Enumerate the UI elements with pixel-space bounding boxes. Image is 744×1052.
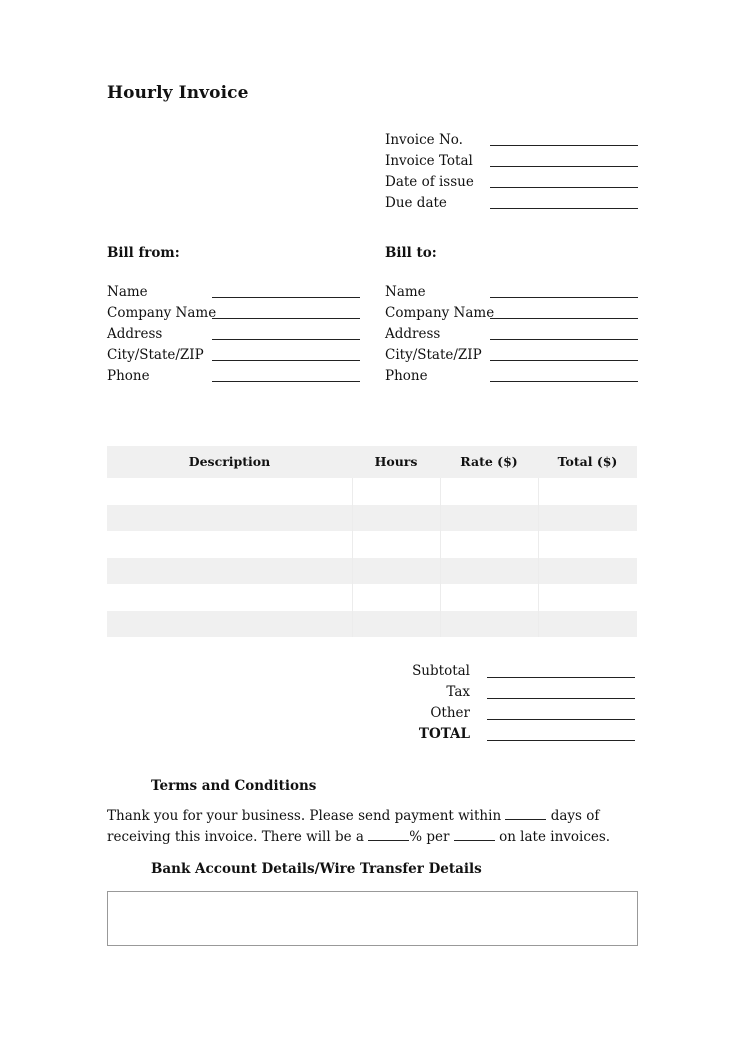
invoice-no-field[interactable] (490, 145, 638, 146)
table-row[interactable] (107, 531, 637, 558)
bill-to-name-field[interactable] (490, 297, 638, 298)
column-divider (440, 478, 441, 637)
bill-from-company-row (107, 303, 360, 324)
bill-from-city-field[interactable] (212, 360, 360, 361)
due-date-field[interactable] (490, 208, 638, 209)
terms-text-part4: on late invoices. (499, 829, 611, 845)
column-divider (352, 478, 353, 637)
table-header (107, 446, 637, 478)
bill-from-address-label: Address (107, 326, 163, 342)
page-title: Hourly Invoice (107, 83, 249, 103)
subtotal-row (380, 661, 635, 682)
date-of-issue-row (385, 172, 638, 193)
bill-to-city-field[interactable] (490, 360, 638, 361)
header-total: Total ($) (557, 454, 618, 469)
tax-field[interactable] (487, 698, 635, 699)
tax-label: Tax (446, 684, 470, 700)
late-fee-percent-blank[interactable] (368, 827, 409, 841)
line-items-table (107, 446, 637, 637)
bill-to-city-row (385, 345, 638, 366)
bill-from-phone-field[interactable] (212, 381, 360, 382)
table-row[interactable] (107, 505, 637, 532)
header-hours: Hours (374, 454, 418, 469)
terms-text-part1: Thank you for your business. Please send payment within (107, 808, 502, 824)
tax-row (380, 682, 635, 703)
subtotal-field[interactable] (487, 677, 635, 678)
bill-to-company-field[interactable] (490, 318, 638, 319)
bill-to-company-label: Company Name (385, 305, 495, 321)
header-rate: Rate ($) (460, 454, 518, 469)
bill-from-name-field[interactable] (212, 297, 360, 298)
table-row[interactable] (107, 611, 637, 638)
bill-to-name-label: Name (385, 284, 426, 300)
payment-days-blank[interactable] (505, 806, 546, 820)
invoice-no-row (385, 130, 638, 151)
bill-from-address-field[interactable] (212, 339, 360, 340)
bill-from-city-row (107, 345, 360, 366)
date-of-issue-field[interactable] (490, 187, 638, 188)
bill-to-phone-label: Phone (385, 368, 428, 384)
terms-heading: Terms and Conditions (151, 778, 317, 794)
table-row[interactable] (107, 478, 637, 505)
invoice-no-label: Invoice No. (385, 132, 463, 148)
invoice-total-label: Invoice Total (385, 153, 473, 169)
column-divider (538, 478, 539, 637)
subtotal-label: Subtotal (412, 663, 470, 679)
bill-to-address-row (385, 324, 638, 345)
bill-from-phone-label: Phone (107, 368, 150, 384)
bill-from-address-row (107, 324, 360, 345)
due-date-row (385, 193, 638, 214)
other-label: Other (430, 705, 470, 721)
bill-from-company-field[interactable] (212, 318, 360, 319)
total-label: TOTAL (418, 726, 470, 742)
bill-from-name-row (107, 282, 360, 303)
bill-from-company-label: Company Name (107, 305, 217, 321)
terms-text-part3: % per (409, 829, 450, 845)
bill-to-address-field[interactable] (490, 339, 638, 340)
total-row (380, 724, 635, 745)
other-row (380, 703, 635, 724)
bill-to-address-label: Address (385, 326, 441, 342)
total-field[interactable] (487, 740, 635, 741)
due-date-label: Due date (385, 195, 447, 211)
bill-to-name-row (385, 282, 638, 303)
bill-to-heading: Bill to: (385, 245, 437, 261)
bill-from-name-label: Name (107, 284, 148, 300)
bill-from-city-label: City/State/ZIP (107, 347, 204, 363)
bill-from-heading: Bill from: (107, 245, 180, 261)
bill-to-phone-field[interactable] (490, 381, 638, 382)
late-fee-period-blank[interactable] (454, 827, 495, 841)
date-of-issue-label: Date of issue (385, 174, 474, 190)
terms-text-part2: days of receiving this invoice. There will be a (107, 808, 600, 845)
header-description: Description (188, 454, 271, 469)
invoice-total-field[interactable] (490, 166, 638, 167)
bill-from-phone-row (107, 366, 360, 387)
bill-to-company-row (385, 303, 638, 324)
bank-details-heading: Bank Account Details/Wire Transfer Details (151, 861, 482, 877)
invoice-total-row (385, 151, 638, 172)
bank-details-box[interactable] (107, 891, 638, 946)
table-row[interactable] (107, 584, 637, 611)
terms-text (107, 806, 647, 848)
bill-to-phone-row (385, 366, 638, 387)
bill-to-city-label: City/State/ZIP (385, 347, 482, 363)
other-field[interactable] (487, 719, 635, 720)
table-row[interactable] (107, 558, 637, 585)
